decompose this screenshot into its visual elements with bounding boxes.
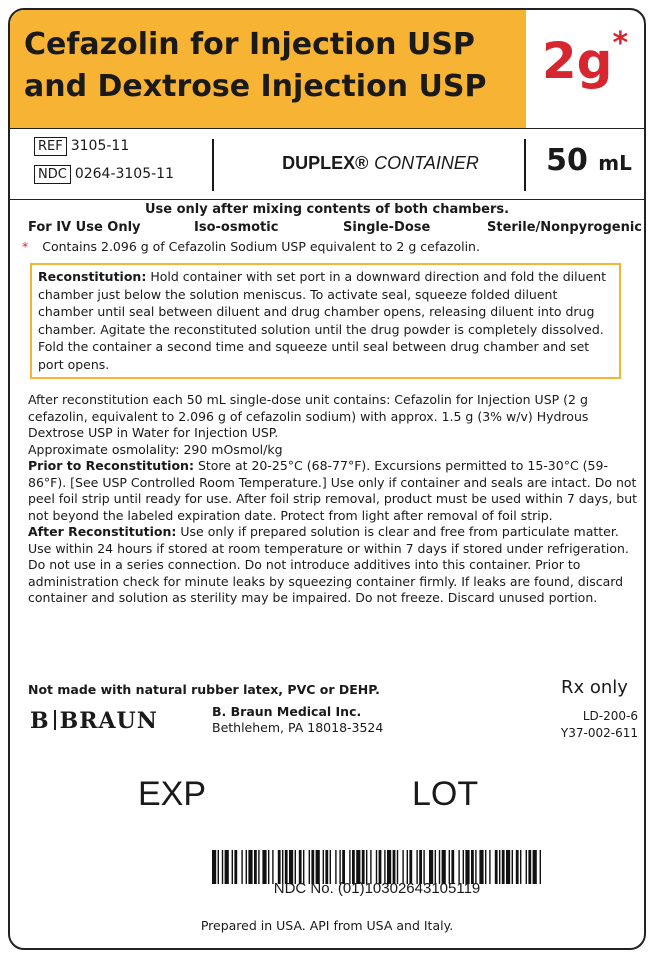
barcode-bar	[442, 850, 446, 884]
barcode-bar	[520, 850, 521, 884]
barcode-bar	[352, 850, 355, 884]
attr-single-dose: Single-Dose	[343, 220, 431, 235]
reconstitution-box	[30, 263, 621, 379]
barcode-bar	[419, 850, 422, 884]
reconstitution-heading: Reconstitution:	[38, 269, 147, 284]
barcode-bar	[299, 850, 302, 884]
barcode-bar	[232, 850, 233, 884]
barcode-bar	[342, 850, 345, 884]
barcode-text: NDC No. (01)10302643105119	[273, 880, 481, 897]
volume-unit: mL	[598, 151, 632, 175]
barcode-bar	[451, 850, 454, 884]
strength-asterisk: *	[612, 26, 629, 61]
codes-divider	[10, 199, 644, 200]
barcode-bar	[282, 850, 283, 884]
barcode-bar	[533, 850, 537, 884]
volume	[534, 143, 644, 178]
product-name-line2: and Dextrose Injection USP	[24, 69, 487, 104]
product-information	[28, 392, 640, 607]
attr-iso-osmotic: Iso-osmotic	[194, 220, 279, 235]
barcode-bar	[512, 850, 513, 884]
barcode-bar	[258, 850, 259, 884]
codes-divider-right	[524, 139, 526, 191]
barcode-bar	[366, 850, 367, 884]
barcode-bar	[262, 850, 266, 884]
barcode-bar	[439, 850, 440, 884]
barcode-bar	[397, 850, 398, 884]
barcode-bar	[218, 850, 219, 884]
barcode-bar	[376, 850, 377, 884]
reconstitution-text: Hold container with set port in a downward direction and fold the diluent chamber just below the solution meniscus. To activate seal, squeeze folded diluent chamber until seal between diluent and drug chamber opens, releasing diluent into drug chamber. Agitate the reconstituted solution until the drug powder is completely dissolved. Fold the container a second time and squeeze until seal between drug chamber and set port opens.	[38, 269, 607, 372]
barcode-bar	[526, 850, 527, 884]
barcode-bar	[335, 850, 336, 884]
barcode-bar	[475, 850, 476, 884]
barcode-bar	[316, 850, 320, 884]
barcode-bar	[311, 850, 314, 884]
barcode-bar	[325, 850, 328, 884]
logo-b: B	[30, 708, 50, 734]
barcode-bar	[458, 850, 459, 884]
container-name	[238, 153, 523, 174]
product-name	[24, 24, 524, 108]
volume-value: 50	[546, 143, 588, 178]
barcode-bar	[387, 850, 391, 884]
barcode-bar	[303, 850, 304, 884]
barcode-bar	[479, 850, 483, 884]
barcode-bar	[330, 850, 331, 884]
drug-label	[8, 8, 646, 950]
barcode-bar	[349, 850, 350, 884]
barcode-bar	[485, 850, 486, 884]
label-codes	[518, 708, 638, 742]
latex-note: Not made with natural rubber latex, PVC or DEHP.	[28, 682, 380, 697]
ndc-value: 0264-3105-11	[74, 166, 174, 182]
after-heading: After Reconstitution:	[28, 524, 177, 539]
product-name-line1: Cefazolin for Injection USP	[24, 27, 475, 62]
ref-value: 3105-11	[70, 138, 130, 154]
barcode-bar	[384, 850, 385, 884]
barcode-bar	[409, 850, 412, 884]
barcode-bar	[540, 850, 541, 884]
footnote-asterisk: *	[22, 239, 29, 254]
ndc-tag: NDC	[34, 165, 71, 184]
barcode-bar	[471, 850, 474, 884]
barcode-bar	[246, 850, 247, 884]
barcode-bar	[506, 850, 510, 884]
barcode-bar	[225, 850, 229, 884]
barcode-bar	[465, 850, 469, 884]
barcode-bar	[285, 850, 288, 884]
label-code-2: Y37-002-611	[560, 726, 638, 740]
ndc-code	[34, 165, 174, 184]
barcode-bar	[528, 850, 531, 884]
barcode-bar	[241, 850, 242, 884]
barcode-bar	[435, 850, 436, 884]
barcode-bar	[222, 850, 223, 884]
rx-only: Rx only	[561, 677, 628, 698]
origin-note: Prepared in USA. API from USA and Italy.	[200, 918, 454, 933]
manufacturer-info	[212, 704, 383, 736]
barcode-bar	[502, 850, 505, 884]
osmolality-text: Approximate osmolality: 290 mOsmol/kg	[28, 441, 283, 457]
prior-reconstitution	[28, 458, 640, 524]
container-brand: DUPLEX®	[282, 153, 369, 173]
codes-divider-left	[212, 139, 214, 191]
exp-label: EXP	[138, 775, 207, 813]
container-word: CONTAINER	[374, 153, 479, 173]
barcode-bar	[402, 850, 403, 884]
prior-heading: Prior to Reconstitution:	[28, 458, 194, 473]
barcode-bar	[272, 850, 273, 884]
attr-iv-use: For IV Use Only	[28, 220, 141, 235]
barcode-bar	[489, 850, 490, 884]
barcode-bar	[278, 850, 281, 884]
lot-label: LOT	[412, 775, 479, 813]
label-header	[10, 10, 644, 128]
attr-sterile: Sterile/Nonpyrogenic	[487, 220, 643, 235]
ref-code	[34, 137, 129, 156]
logo-braun: BRAUN	[59, 708, 158, 734]
footnote-text: Contains 2.096 g of Cefazolin Sodium USP equivalent to 2 g cefazolin.	[42, 239, 480, 254]
barcode-bar	[449, 850, 450, 884]
prior-text: Store at 20-25°C (68-77°F). Excursions permitted to 15-30°C (59-86°F). [See USP Controlled Room Temperature.] Use only if container and seals are intact. Do not peel foil strip until ready for use. After foil strip removal, product must be used within 7 days, but not beyond the labeled expiration date. Protect from light after removal of foil strip.	[28, 458, 638, 523]
barcode-bar	[429, 850, 433, 884]
after-reconstitution	[28, 524, 640, 607]
barcode-bar	[416, 850, 417, 884]
strength-footnote	[22, 239, 637, 254]
barcode	[212, 850, 542, 884]
barcode-bar	[295, 850, 296, 884]
barcode-bar	[356, 850, 360, 884]
barcode-bar	[268, 850, 269, 884]
barcode-bar	[393, 850, 396, 884]
barcode-bar	[248, 850, 252, 884]
barcode-bar	[516, 850, 519, 884]
barcode-bar	[339, 850, 340, 884]
strength	[530, 26, 640, 90]
barcode-bar	[463, 850, 464, 884]
barcode-bar	[362, 850, 365, 884]
barcode-bar	[212, 850, 216, 884]
barcode-bar	[423, 850, 424, 884]
composition-text: After reconstitution each 50 mL single-dose unit contains: Cefazolin for Injection USP (2 g cefazolin, equivalent to 2.096 g of cefazolin sodium) with approx. 1.5 g (3% w/v) Hydrous Dextrose USP in Water for Injection USP.	[28, 392, 589, 440]
barcode-bar	[234, 850, 237, 884]
strength-value: 2g	[541, 32, 613, 90]
barcode-bar	[254, 850, 257, 884]
mixing-note: Use only after mixing contents of both chambers.	[144, 202, 510, 217]
barcode-bar	[289, 850, 293, 884]
manufacturer-address: Bethlehem, PA 18018-3524	[212, 720, 384, 735]
barcode-bar	[379, 850, 382, 884]
label-code-1: LD-200-6	[582, 709, 638, 723]
barcode-bar	[499, 850, 500, 884]
barcode-bar	[309, 850, 310, 884]
codes-row	[10, 129, 644, 199]
bbraun-logo	[30, 708, 158, 734]
barcode-bar	[407, 850, 408, 884]
barcode-bar	[323, 850, 324, 884]
barcode-bar	[370, 850, 371, 884]
barcode-bar	[495, 850, 498, 884]
manufacturer-name: B. Braun Medical Inc.	[212, 704, 362, 719]
after-text: Use only if prepared solution is clear and free from particulate matter. Use within 24 hours if stored at room temperature or within 7 days if stored under refrigeration. Do not use in a series connection. Do not introduce additives into this container. Prior to administration check for minute leaks by squeezing container firmly. If leaks are found, discard container and solution as sterility may be impaired. Do not freeze. Discard unused portion.	[28, 524, 629, 605]
logo-divider	[54, 710, 56, 730]
ref-tag: REF	[34, 137, 67, 156]
